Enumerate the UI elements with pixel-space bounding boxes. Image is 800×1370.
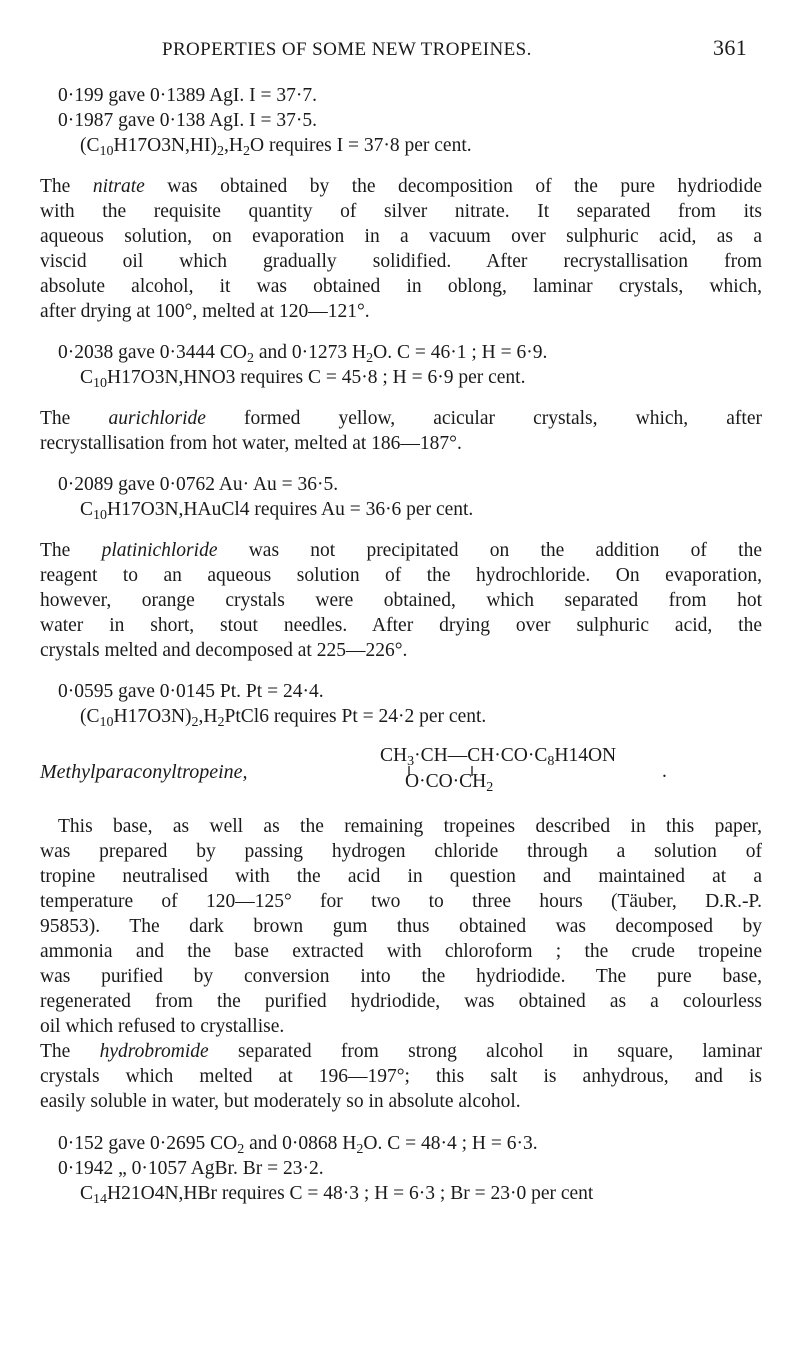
paragraph-line: The hydrobromide separated from strong alcohol in square, laminar: [40, 1041, 762, 1062]
paragraph-line: tropine neutralised with the acid in question and maintained at a: [40, 866, 762, 887]
structure-ring-closure: $O\cdot CO\cdot CH_2$: [405, 771, 494, 795]
paragraph-line: crystals melted and decomposed at 225—226°.: [40, 640, 408, 661]
structure-top-chain: $CH_3\cdot CH—CH\cdot CO\cdot C_8H14ON$: [380, 745, 617, 769]
paragraph-line: aqueous solution, on evaporation in a vacuum over sulphuric acid, as a: [40, 226, 762, 247]
analysis-line: 0·2038 gave 0·3444 $CO_2$ and 0·1273 $H_2O$. C = 46·1 ; H = 6·9.: [58, 342, 548, 366]
paragraph-line: however, orange crystals were obtained, which separated from hot: [40, 590, 762, 611]
paragraph-line: regenerated from the purified hydriodide, was obtained as a colourless: [40, 991, 762, 1012]
paragraph-line: after drying at 100°, melted at 120—121°.: [40, 301, 370, 322]
paragraph-line: The nitrate was obtained by the decomposition of the pure hydriodide: [40, 176, 762, 197]
paragraph-line: water in short, stout needles. After drying over sulphuric acid, the: [40, 615, 762, 636]
analysis-line: 0·1942 „ 0·1057 AgBr. Br = 23·2.: [58, 1158, 324, 1179]
paragraph-line: was purified by conversion into the hydriodide. The pure base,: [40, 966, 762, 987]
running-header-title: PROPERTIES OF SOME NEW TROPEINES.: [162, 39, 532, 60]
formula-requirement: $C_{14}H21O4N,HBr$ requires C = 48·3 ; H = 6·3 ; Br = 23·0 per cent: [80, 1183, 594, 1207]
paragraph-line: reagent to an aqueous solution of the hydrochloride. On evaporation,: [40, 565, 762, 586]
paragraph-line: was prepared by passing hydrogen chloride through a solution of: [40, 841, 762, 862]
analysis-line: 0·199 gave 0·1389 AgI. I = 37·7.: [58, 85, 318, 106]
formula-requirement: $C_{10}H17O3N,HNO3$ requires C = 45·8 ; H = 6·9 per cent.: [80, 367, 526, 391]
analysis-line: 0·0595 gave 0·0145 Pt. Pt = 24·4.: [58, 681, 324, 702]
structure-end-period: .: [662, 761, 667, 782]
paragraph-line: absolute alcohol, it was obtained in oblong, laminar crystals, which,: [40, 276, 762, 297]
page-number: 361: [713, 35, 748, 60]
formula-requirement: $(C_{10}H17O3N,HI)_2,H_2O$ requires I = 37·8 per cent.: [80, 135, 472, 159]
paragraph-line: ammonia and the base extracted with chloroform ; the crude tropeine: [40, 941, 762, 962]
paragraph-line: The platinichloride was not precipitated on the addition of the: [40, 540, 762, 561]
paragraph-line: easily soluble in water, but moderately so in absolute alcohol.: [40, 1091, 521, 1112]
analysis-line: 0·2089 gave 0·0762 Au· Au = 36·5.: [58, 474, 339, 495]
paragraph-line: The aurichloride formed yellow, acicular crystals, which, after: [40, 408, 762, 429]
formula-requirement: $(C_{10}H17O3N)_2,H_2PtCl6$ requires Pt = 24·2 per cent.: [80, 706, 487, 730]
analysis-line: 0·152 gave 0·2695 $CO_2$ and 0·0868 $H_2O$. C = 48·4 ; H = 6·3.: [58, 1133, 538, 1157]
paragraph-line: 95853). The dark brown gum thus obtained was decomposed by: [40, 916, 762, 937]
paragraph-line: with the requisite quantity of silver nitrate. It separated from its: [40, 201, 762, 222]
paragraph-line: viscid oil which gradually solidified. After recrystallisation from: [40, 251, 762, 272]
formula-requirement: $C_{10}H17O3N,HAuCl4$ requires Au = 36·6 per cent.: [80, 499, 474, 523]
paragraph-line: recrystallisation from hot water, melted at 186—187°.: [40, 433, 462, 454]
analysis-line: 0·1987 gave 0·138 AgI. I = 37·5.: [58, 110, 318, 131]
paragraph-line: This base, as well as the remaining tropeines described in this paper,: [58, 816, 762, 837]
paragraph-line: oil which refused to crystallise.: [40, 1016, 285, 1037]
compound-name: Methylparaconyltropeine,: [40, 761, 248, 783]
paragraph-line: crystals which melted at 196—197°; this salt is anhydrous, and is: [40, 1066, 762, 1087]
paragraph-line: temperature of 120—125° for two to three hours (Täuber, D.R.-P.: [40, 891, 762, 912]
